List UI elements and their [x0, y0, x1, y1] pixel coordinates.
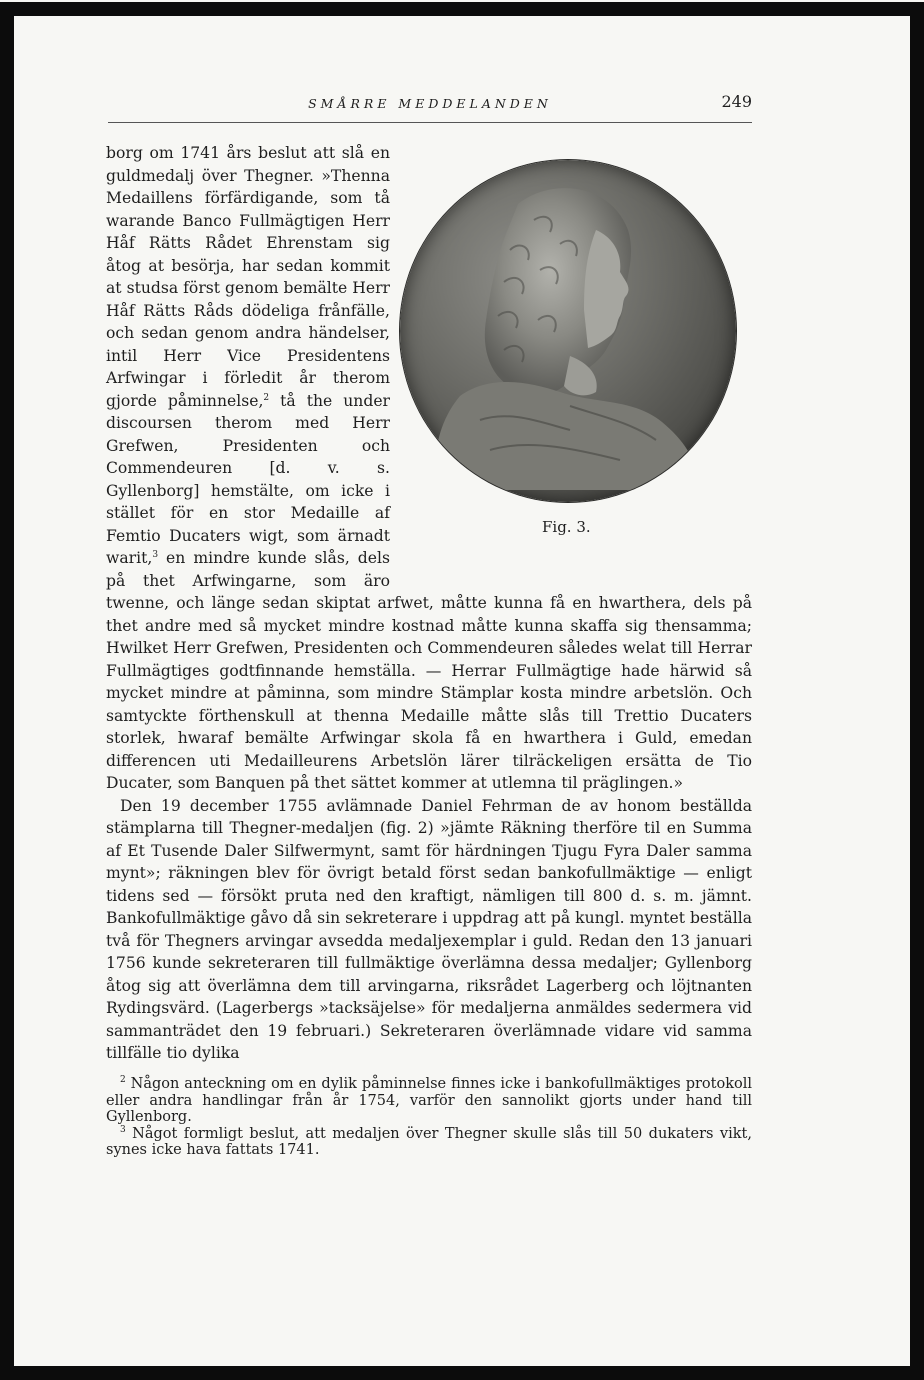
paragraph-1-part-3: en mindre kunde slås, dels på thet Arfwingarne, som äro twenne, och länge sedan skiptat arfwet, måtte kunna få en hwarthera, dels på thet andre med så mycket mindre kostnad måtte kunna skaffa sig thensamma; Hwilket Herr Grefwen, Presidenten och Commendeuren således welat till Herrar Fullmägtiges godtfinnande hemställa. — Herrar Fullmägtige hade härwid så mycket mindre at påminna, som mindre Stämplar kosta mindre arbetslön. Och samtyckte förthenskull at thenna Medaille måtte slås till Trettio Ducaters storlek, hwaraf bemälte Arfwingar skola få en hwarthera i Guld, emedan differencen uti Medailleurens Arbetslön lärer tilräckeligen ersätta de Tio Ducater, som Banquen på thet sättet kommer at utlemna til präglingen.»	[106, 549, 752, 792]
footnote-ref-3: 3	[152, 550, 159, 560]
portrait-medal-image	[400, 160, 736, 502]
footnote-2-text: Någon anteckning om en dylik påminnelse finnes icke i bankofullmäktiges protokoll eller andra handlingar från år 1754, varför den sannolikt gjorts under hand till Gyllenborg.	[106, 1076, 752, 1125]
page-number: 249	[721, 92, 752, 111]
footnote-3-text: Något formligt beslut, att medaljen över Thegner skulle slås till 50 dukaters vikt, synes icke hava fattats 1741.	[106, 1125, 752, 1158]
running-head: SMÅRRE MEDDELANDEN	[308, 96, 552, 111]
paragraph-1-part-1: borg om 1741 års beslut att slå en guldmedalj över Thegner. »Thenna Medaillens förfärdigande, som tå warande Banco Fullmägtigen Herr Håf Rätts Rådet Ehrenstam sig åtog at besörja, har sedan kommit at studsa först genom bemälte Herr Håf Rätts Råds dödeliga frånfälle, och sedan genom andra händelser, intil Herr Vice Presidentens Arfwingar i förledit år therom gjorde påminnelse,	[106, 144, 390, 410]
page-header	[108, 92, 752, 123]
body-text	[106, 142, 752, 1065]
figure-3	[400, 160, 752, 572]
footnotes	[106, 1076, 752, 1159]
footnote-3-mark: 3	[120, 1124, 126, 1135]
footnote-ref-2: 2	[263, 392, 270, 403]
footnote-2	[106, 1076, 752, 1126]
footnote-2-mark: 2	[120, 1075, 126, 1085]
paragraph-2: Den 19 december 1755 avlämnade Daniel Fehrman de av honom beställda stämplarna till Thegner-medaljen (fig. 2) »jämte Räkning therföre til en Summa af Et Tusende Daler Silfwermynt, samt för härdningen Tjugu Fyra Daler samma mynt»; räkningen blev för övrigt betald först sedan bankofullmäktige — enligt tidens sed — försökt pruta ned den kraftigt, nämligen till 800 d. s. m. jämnt. Bankofullmäktige gåvo då sin sekreterare i uppdrag att på kungl. myntet beställa två för Thegners arvingar avsedda medaljexemplar i guld. Redan den 13 januari 1756 kunde sekreteraren till fullmäktige överlämna dessa medaljer; Gyllenborg åtog sig att överlämna dem till arvingarna, riksrådet Lagerberg och löjtnanten Rydingsvärd. (Lagerbergs »tacksäjelse» för medaljerna anmäldes sedermera vid sammanträdet den 19 februari.) Sekreteraren överlämnade vidare vid samma tillfälle tio dylika	[106, 796, 752, 1062]
figure-caption: Fig. 3.	[542, 518, 591, 536]
footnote-3	[106, 1126, 752, 1159]
paragraph-1-part-2: tå the under discoursen therom med Herr Grefwen, Presidenten och Commendeuren [d. v. s. Gyllenborg] hemstälte, om icke i stället för en stor Medaille af Femtio Ducaters wigt, som ärnadt warit,	[106, 391, 390, 567]
